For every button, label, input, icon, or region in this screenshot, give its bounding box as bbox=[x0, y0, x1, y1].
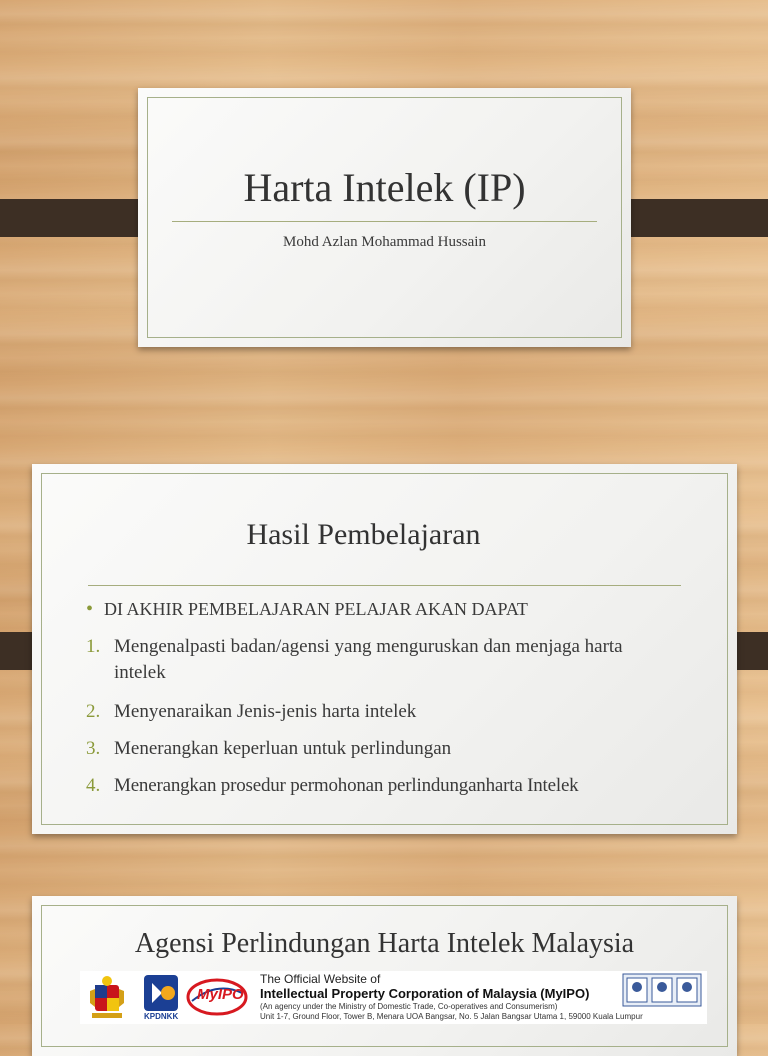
certification-badges-icon bbox=[622, 973, 702, 1007]
title-rule bbox=[88, 585, 681, 586]
slide-frame bbox=[147, 97, 622, 338]
list-number: 4. bbox=[86, 775, 101, 796]
list-number: 2. bbox=[86, 701, 101, 722]
intro-text: DI AKHIR PEMBELAJARAN PELAJAR AKAN DAPAT bbox=[104, 599, 528, 619]
right-tab-bar-1 bbox=[612, 199, 768, 237]
banner-line-1: The Official Website of bbox=[260, 972, 381, 986]
banner-line-4: Unit 1-7, Ground Floor, Tower B, Menara UOA Bangsar, No. 5 Jalan Bangsar Utama 1, 59000 Kuala Lumpur bbox=[260, 1012, 643, 1021]
title-slide[interactable] bbox=[138, 88, 631, 347]
kpdnkk-logo-icon bbox=[140, 973, 184, 1017]
slide-title: Hasil Pembelajaran bbox=[246, 518, 481, 551]
list-number: 1. bbox=[86, 636, 101, 657]
myipo-banner bbox=[80, 971, 707, 1024]
banner-line-2: Intellectual Property Corporation of Malaysia (MyIPO) bbox=[260, 986, 590, 1001]
list-text: Menerangkan prosedur permohonan perlindunganharta Intelek bbox=[114, 775, 579, 796]
learning-outcomes-slide[interactable] bbox=[32, 464, 737, 834]
left-tab-bar-1 bbox=[0, 199, 155, 237]
myipo-logo-text: MyIPO bbox=[197, 986, 244, 1003]
list-item bbox=[86, 634, 717, 688]
slide-title: Harta Intelek (IP) bbox=[243, 165, 526, 210]
malaysia-crest-icon bbox=[82, 973, 132, 1023]
title-rule bbox=[172, 221, 597, 222]
banner-line-3: (An agency under the Ministry of Domestic Trade, Co-operatives and Consumerism) bbox=[260, 1002, 558, 1011]
list-number: 3. bbox=[86, 738, 101, 759]
slide-title: Agensi Perlindungan Harta Intelek Malaysia bbox=[134, 928, 635, 959]
kpdnkk-label: KPDNKK bbox=[144, 1012, 179, 1021]
bullet-dot: • bbox=[86, 598, 94, 620]
list-text: Mengenalpasti badan/agensi yang menguruskan dan menjaga harta intelek bbox=[114, 636, 623, 683]
slide-subtitle: Mohd Azlan Mohammad Hussain bbox=[283, 234, 486, 250]
list-text: Menyenaraikan Jenis-jenis harta intelek bbox=[114, 701, 417, 722]
list-text: Menerangkan keperluan untuk perlindungan bbox=[114, 738, 452, 759]
